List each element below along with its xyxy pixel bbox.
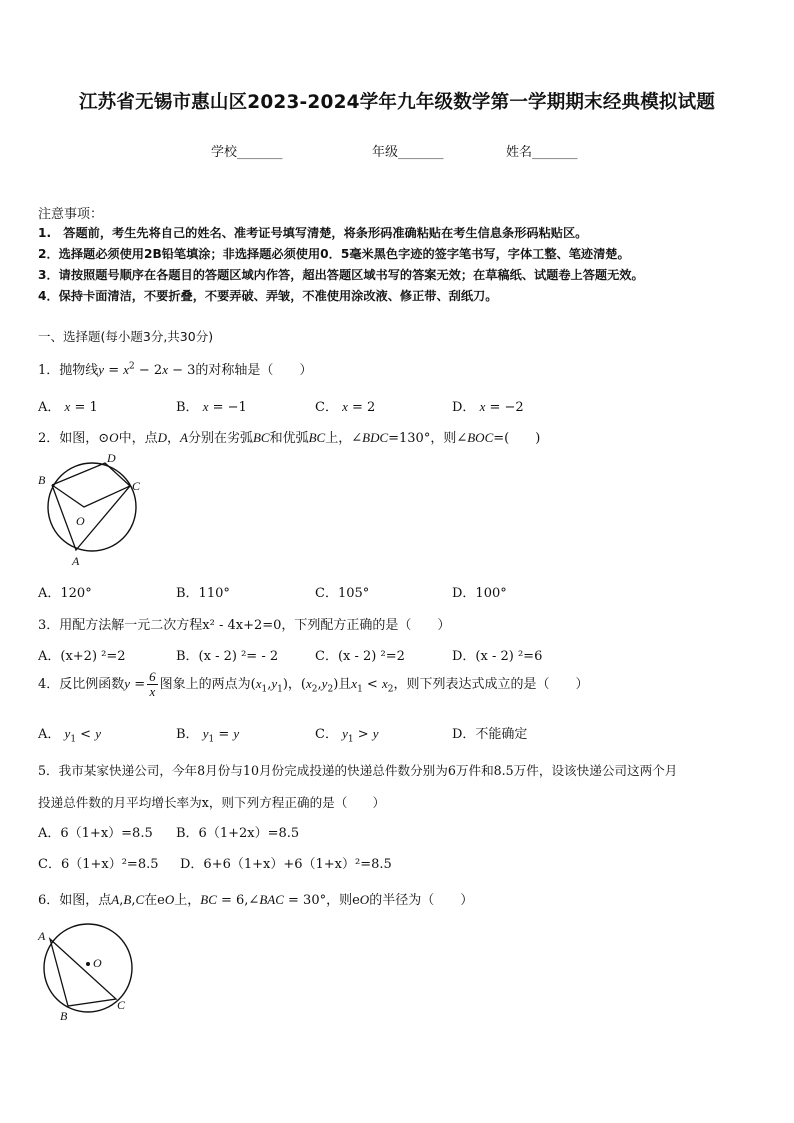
label-b: B [60, 1009, 68, 1023]
q2-option-a: A．120° [38, 586, 92, 601]
label-c: C [117, 998, 126, 1012]
question-1: 1．抛物线$y = x^2 - 2x - 3$的对称轴是（ ） [38, 361, 313, 378]
section-heading: 一、选择题(每小题3分,共30分) [38, 329, 214, 344]
q5-option-a: A．6（1+x）=8.5 [38, 826, 153, 841]
q3-option-b: B．(x - 2) ²= - 2 [176, 649, 279, 664]
label-o: O [76, 514, 85, 528]
q5-option-d: D．6+6（1+x）+6（1+x）²=8.5 [180, 857, 392, 872]
label-b: B [38, 473, 46, 487]
question-4: 4．反比例函数y = $\frac{6}{x}$ 图象上的两点为$(x_1,y_1)$，$(x_2,y_2)$且$x_1 < x_2$，则下列表达式成立的是（ ） [38, 669, 589, 699]
note-item: 3．请按照题号顺序在各题目的答题区域内作答，超出答题区域书写的答案无效；在草稿纸、试题卷上答题无效。 [38, 268, 644, 282]
label-d: D [107, 451, 116, 465]
q4-option-b: B． $y_1 = y$ [176, 726, 240, 745]
name-field: 姓名_______ [506, 145, 578, 160]
notes-heading: 注意事项： [38, 207, 104, 222]
q1-option-b: B． x = −1 [176, 399, 247, 415]
q2-option-d: D．100° [452, 586, 507, 601]
q2-option-b: B．110° [176, 586, 230, 601]
q2-circle-figure [34, 450, 146, 570]
q3-option-d: D．(x - 2) ²=6 [452, 649, 543, 664]
question-5-line-2: 投递总件数的月平均增长率为x，则下列方程正确的是（ ） [38, 795, 386, 810]
label-o: O [93, 956, 102, 970]
q6-circle-figure [30, 922, 140, 1026]
q3-option-c: C．(x - 2) ²=2 [315, 649, 405, 664]
label-a: A [38, 929, 46, 943]
question-6: 6．如图，点A,B,C在eO上，BC = 6,∠BAC = 30°，则eO的半径为（ ） [38, 892, 474, 908]
q1-option-a: A． x = 1 [38, 399, 98, 415]
q4-option-d: D．不能确定 [452, 727, 528, 742]
question-3: 3．用配方法解一元二次方程x² - 4x+2=0，下列配方正确的是（ ） [38, 618, 451, 633]
school-field: 学校_______ [211, 145, 283, 160]
q4-option-a: A． $y_1 < y$ [38, 726, 101, 745]
q5-option-b: B．6（1+2x）=8.5 [176, 826, 300, 841]
label-a: A [72, 554, 80, 568]
q1-option-d: D． x = −2 [452, 399, 524, 415]
note-item: 2．选择题必须使用2B铅笔填涂；非选择题必须使用0．5毫米黑色字迹的签字笔书写，字体工整、笔迹清楚。 [38, 247, 630, 261]
q2-option-c: C．105° [315, 586, 370, 601]
q1-option-c: C． x = 2 [315, 399, 376, 415]
note-item: 4．保持卡面清洁，不要折叠，不要弄破、弄皱，不准使用涂改液、修正带、刮纸刀。 [38, 289, 498, 303]
question-2: 2．如图，⊙O中，点D，A分别在劣弧BC和优弧BC上，∠BDC=130°，则∠BOC=( ) [38, 430, 541, 446]
question-5-line-1: 5．我市某家快递公司，今年8月份与10月份完成投递的快递总件数分别为6万件和8.5万件，设该快递公司这两个月 [38, 763, 678, 778]
q4-option-c: C． $y_1 > y$ [315, 726, 379, 745]
note-item: 1. 答题前，考生先将自己的姓名、准考证号填写清楚，将条形码准确粘贴在考生信息条形码粘贴区。 [38, 226, 588, 240]
fraction-6-over-x: $\frac{6}{x}$ [149, 669, 156, 699]
label-c: C [132, 479, 141, 493]
page-title: 江苏省无锡市惠山区2023-2024学年九年级数学第一学期期末经典模拟试题 [78, 92, 716, 113]
q3-option-a: A．(x+2) ²=2 [38, 649, 126, 664]
grade-field: 年级_______ [372, 145, 444, 160]
q5-option-c: C．6（1+x）²=8.5 [38, 857, 159, 872]
